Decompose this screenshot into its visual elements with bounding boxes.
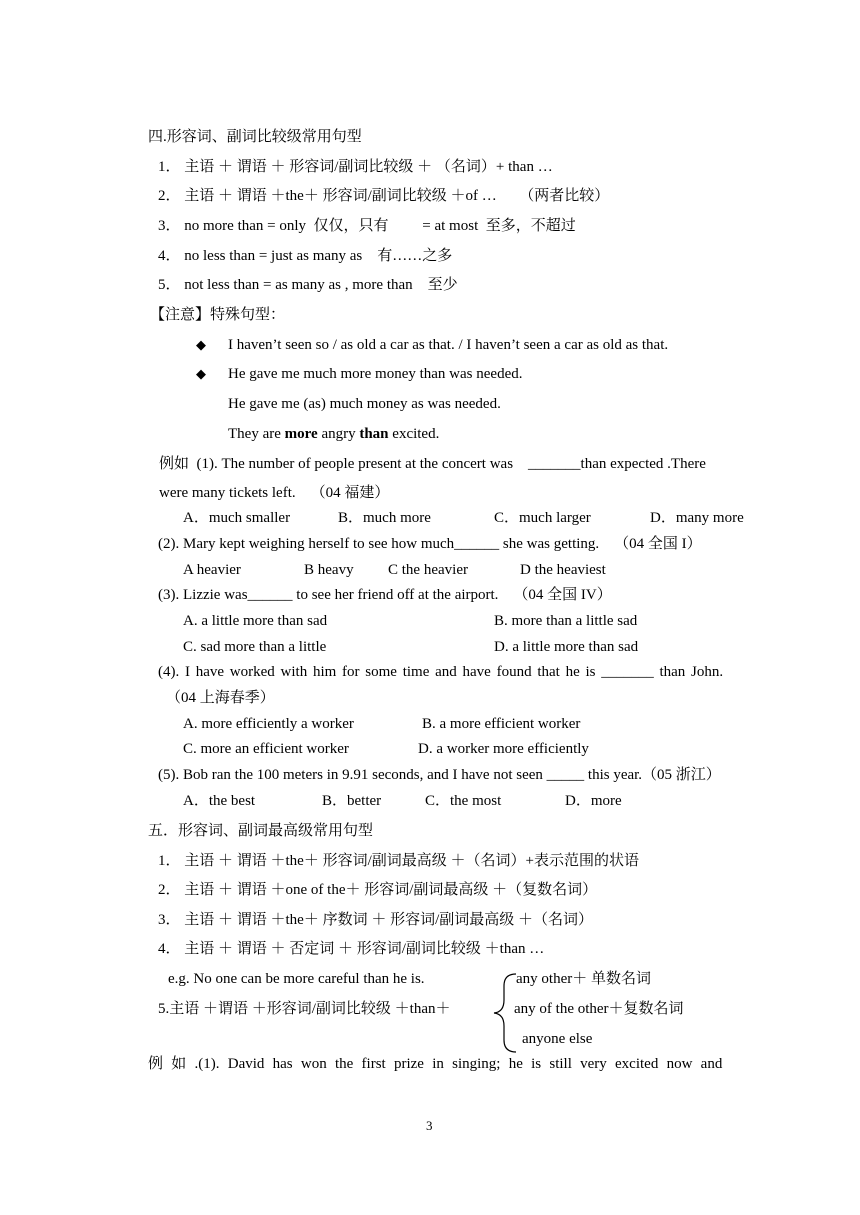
section4-item-5: 5． not less than = as many as , more than 至少 xyxy=(158,277,458,293)
q3-option-c: C. sad more than a little xyxy=(183,639,327,655)
brace-option-3: anyone else xyxy=(522,1031,593,1047)
section5-item-1: 1． 主语 ＋ 谓语 ＋the＋ 形容词/副词最高级 ＋（名词）+表示范围的状语 xyxy=(158,853,639,869)
section4-item-4: 4． no less than = just as many as 有……之多 xyxy=(158,248,453,264)
q1-option-b: B．much more xyxy=(338,510,431,526)
question-5: (5). Bob ran the 100 meters in 9.91 seconds, and I have not seen _____ this year.（05 浙江） xyxy=(158,767,721,783)
question-3: (3). Lizzie was______ to see her friend off at the airport. （04 全国 IV） xyxy=(158,587,612,603)
section5-item-4: 4． 主语 ＋ 谓语 ＋ 否定词 ＋ 形容词/副词比较级 ＋than … xyxy=(158,941,545,957)
note-line-4: They are more angry than excited. xyxy=(228,426,440,442)
q4-option-c: C. more an efficient worker xyxy=(183,741,349,757)
q1-option-c: C．much larger xyxy=(494,510,591,526)
q3-option-d: D. a little more than sad xyxy=(494,639,639,655)
q1-option-a: A．much smaller xyxy=(183,510,291,526)
note-line-3: He gave me (as) much money as was needed. xyxy=(228,396,501,412)
q4-option-b: B. a more efficient worker xyxy=(422,716,581,732)
example-eg: e.g. No one can be more careful than he is. xyxy=(168,971,425,987)
note-label: 【注意】特殊句型： xyxy=(150,307,286,323)
q3-option-a: A. a little more than sad xyxy=(183,613,328,629)
section4-item-1: 1． 主语 ＋ 谓语 ＋ 形容词/副词比较级 ＋ （名词）+ than … xyxy=(158,159,553,175)
section5-item-3: 3． 主语 ＋ 谓语 ＋the＋ 序数词 ＋ 形容词/副词最高级 ＋（名词） xyxy=(158,912,593,928)
section4-item-2: 2． 主语 ＋ 谓语 ＋the＋ 形容词/副词比较级 ＋of … （两者比较） xyxy=(158,188,610,204)
q4-option-d: D. a worker more efficiently xyxy=(418,741,589,757)
diamond-bullet-icon: ◆ xyxy=(196,366,206,381)
brace-option-2: any of the other＋复数名词 xyxy=(514,1001,684,1017)
q2-option-a: A heavier xyxy=(183,562,241,578)
page-number: 3 xyxy=(426,1118,433,1133)
brace-option-1: any other＋ 单数名词 xyxy=(516,971,651,987)
q5-option-a: A．the best xyxy=(183,793,256,809)
example-line: 例 如 .(1). David has won the first prize in singing; he is still very excited now and xyxy=(148,1056,723,1072)
q5-option-d: D．more xyxy=(565,793,622,809)
q4-option-a: A. more efficiently a worker xyxy=(183,716,354,732)
note-line-1: I haven’t seen so / as old a car as that. / I haven’t seen a car as old as that. xyxy=(228,337,669,353)
question-1-line1: 例如 (1). The number of people present at the concert was _______than expected .There xyxy=(159,456,706,472)
q2-option-c: C the heavier xyxy=(388,562,468,578)
question-4-line1: (4). I have worked with him for some time and have found that he is _______ than John. xyxy=(158,664,724,680)
question-2: (2). Mary kept weighing herself to see how much______ she was getting. （04 全国 I） xyxy=(158,536,702,552)
section5-heading: 五．形容词、副词最高级常用句型 xyxy=(148,823,374,839)
q5-option-c: C．the most xyxy=(425,793,502,809)
q5-option-b: B．better xyxy=(322,793,382,809)
question-1-line2: were many tickets left. （04 福建） xyxy=(159,485,390,501)
q1-option-d: D．many more xyxy=(650,510,744,526)
diamond-bullet-icon: ◆ xyxy=(196,337,206,352)
section5-item-5: 5.主语 ＋谓语 ＋形容词/副词比较级 ＋than＋ xyxy=(158,1001,451,1017)
question-4-line2: （04 上海春季） xyxy=(166,690,275,706)
section4-item-3: 3． no more than = only 仅仅，只有 = at most 至多，不超过 xyxy=(158,218,576,234)
q2-option-d: D the heaviest xyxy=(520,562,606,578)
section4-heading: 四.形容词、副词比较级常用句型 xyxy=(148,129,362,145)
q2-option-b: B heavy xyxy=(304,562,354,578)
q3-option-b: B. more than a little sad xyxy=(494,613,638,629)
section5-item-2: 2． 主语 ＋ 谓语 ＋one of the＋ 形容词/副词最高级 ＋（复数名词） xyxy=(158,882,598,898)
note-line-2: He gave me much more money than was needed. xyxy=(228,366,523,382)
